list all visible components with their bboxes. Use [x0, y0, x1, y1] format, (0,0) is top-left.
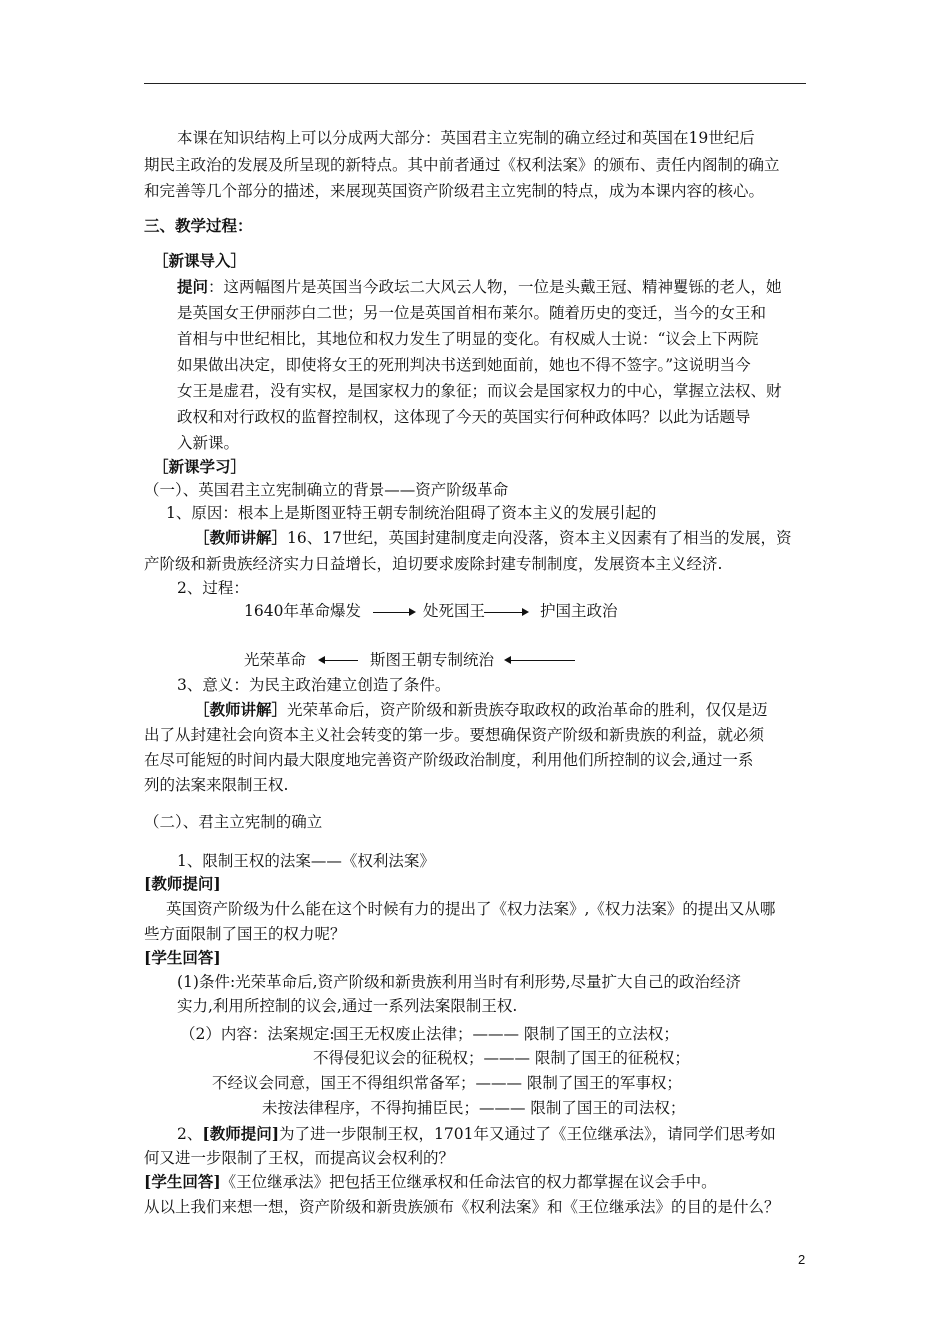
page-number: 2: [798, 1252, 806, 1267]
significance-line: 3、意义：为民主政治建立创造了条件。: [177, 676, 451, 694]
answer-tag: [学生回答]: [144, 1172, 221, 1191]
section-3-title: 三、教学过程：: [144, 216, 253, 235]
item-2-text: 为了进一步限制王权，1701年又通过了《王位继承法》，请同学们思考如: [279, 1125, 776, 1143]
new-lesson-intro-tag: ［新课导入］: [153, 251, 247, 270]
teacher-question-line-2: 些方面限制了国王的权力呢？: [144, 925, 346, 943]
flow-arrow-3: [324, 660, 358, 661]
item-2-line-1: [177, 1124, 776, 1144]
flow-execute-king: 处死国王: [423, 602, 486, 620]
teacher-question-line-1: 英国资产阶级为什么能在这个时候有力的提出了《权力法案》,《权力法案》的提出又从哪: [166, 900, 776, 918]
bill-of-rights-title: 1、限制王权的法案——《权利法案》: [177, 852, 435, 870]
question-line-2: 是英国女王伊丽莎白二世；另一位是英国首相布莱尔。随着历史的变迁，当今的女王和: [177, 304, 767, 322]
teacher-explain-1-line-1: [194, 528, 791, 548]
flow-revolution-1640: 1640年革命爆发: [244, 602, 361, 620]
question-line-3: 首相与中世纪相比，其地位和权力发生了明显的变化。有权威人士说：“议会上下两院: [177, 330, 759, 348]
question-line-1: [177, 277, 782, 297]
flow-arrowhead-2: [522, 608, 529, 616]
flow-protectorate: 护国主政治: [540, 602, 618, 620]
bill-rule-4: 未按法律程序，不得拘捕臣民；——— 限制了国王的司法权；: [262, 1099, 686, 1117]
part-1-title: （一）、英国君主立宪制确立的背景——资产阶级革命: [144, 481, 509, 499]
question-line-7: 入新课。: [177, 434, 240, 452]
flow-arrow-1: [373, 612, 410, 613]
question-line-5: 女王是虚君，没有实权，是国家权力的象征；而议会是国家权力的中心，掌握立法权、财: [177, 382, 782, 400]
teacher-explain-text-2: 光荣革命后，资产阶级和新贵族夺取政权的政治革命的胜利，仅仅是迈: [287, 701, 768, 719]
teacher-explain-tag: ［教师讲解］: [194, 528, 288, 547]
item-2-prefix: 2、: [177, 1125, 203, 1143]
content-label: （2）内容：法案规定:: [180, 1025, 335, 1043]
teacher-explain-2-line-4: 列的法案来限制王权.: [144, 776, 289, 794]
intro-line-1: 本课在知识结构上可以分成两大部分：英国君主立宪制的确立经过和英国在19世纪后: [177, 129, 755, 147]
bill-rule-2: 不得侵犯议会的征税权；——— 限制了国王的征税权；: [313, 1049, 690, 1067]
question-text: ：这两幅图片是英国当今政坛二大风云人物，一位是头戴王冠、精神矍铄的老人，她: [208, 278, 782, 296]
header-rule: [144, 83, 806, 84]
final-question-line: 从以上我们来想一想，资产阶级和新贵族颁布《权利法案》和《王位继承法》的目的是什么？: [144, 1198, 780, 1216]
teacher-explain-2-line-2: 出了从封建社会向资本主义社会转变的第一步。要想确保资产阶级和新贵族的利益，就必须: [144, 726, 765, 744]
intro-line-2: 期民主政治的发展及所呈现的新特点。其中前者通过《权利法案》的颁布、责任内阁制的确立: [144, 156, 780, 174]
question-label: 提问: [177, 277, 209, 296]
bill-rule-3: 不经议会同意，国王不得组织常备军；——— 限制了国王的军事权；: [212, 1074, 682, 1092]
question-line-6: 政权和对行政权的监督控制权，这体现了今天的英国实行何种政体吗？以此为话题导: [177, 408, 751, 426]
teacher-explain-1-line-2: 产阶级和新贵族经济实力日益增长，迫切要求废除封建专制制度，发展资本主义经济.: [144, 555, 723, 573]
teacher-question-tag: [教师提问]: [144, 874, 221, 893]
bill-rule-1: 国王无权废止法律；——— 限制了国王的立法权；: [333, 1025, 679, 1043]
teacher-explain-2-line-3: 在尽可能短的时间内最大限度地完善资产阶级政治制度，利用他们所控制的议会,通过一系: [144, 751, 754, 769]
flow-stuart-rule: 斯图王朝专制统治: [370, 651, 495, 669]
item-2-tag: [教师提问]: [202, 1124, 280, 1143]
new-lesson-study-tag: ［新课学习］: [153, 457, 247, 476]
condition-line-1: (1)条件:光荣革命后,资产阶级和新贵族利用当时有利形势,尽量扩大自己的政治经济: [177, 973, 742, 991]
part-2-title: （二）、君主立宪制的确立: [144, 813, 323, 831]
teacher-explain-text: 16、17世纪，英国封建制度走向没落，资本主义因素有了相当的发展，资: [287, 529, 792, 547]
intro-line-3: 和完善等几个部分的描述，来展现英国资产阶级君主立宪制的特点，成为本课内容的核心。: [144, 182, 765, 200]
item-2-line-2: 何又进一步限制了王权，而提高议会权利的？: [144, 1149, 455, 1167]
answer-text: 《王位继承法》把包括王位继承权和任命法官的权力都掌握在议会手中。: [220, 1173, 717, 1191]
process-label: 2、过程：: [177, 579, 249, 597]
teacher-explain-2-line-1: [194, 700, 768, 720]
reason-line: 1、原因：根本上是斯图亚特王朝专制统治阻碍了资本主义的发展引起的: [166, 504, 657, 522]
question-line-4: 如果做出决定，即使将女王的死刑判决书送到她面前，她也不得不签字。”这说明当今: [177, 356, 751, 374]
condition-line-2: 实力,利用所控制的议会,通过一系列法案限制王权.: [177, 997, 518, 1015]
student-answer-tag: [学生回答]: [144, 948, 221, 967]
flow-glorious-revolution: 光荣革命: [244, 651, 307, 669]
flow-arrowhead-1: [409, 608, 416, 616]
teacher-explain-tag-2: ［教师讲解］: [194, 700, 288, 719]
answer-line: [144, 1172, 717, 1192]
flow-arrow-4: [510, 660, 575, 661]
flow-arrow-2: [484, 612, 523, 613]
